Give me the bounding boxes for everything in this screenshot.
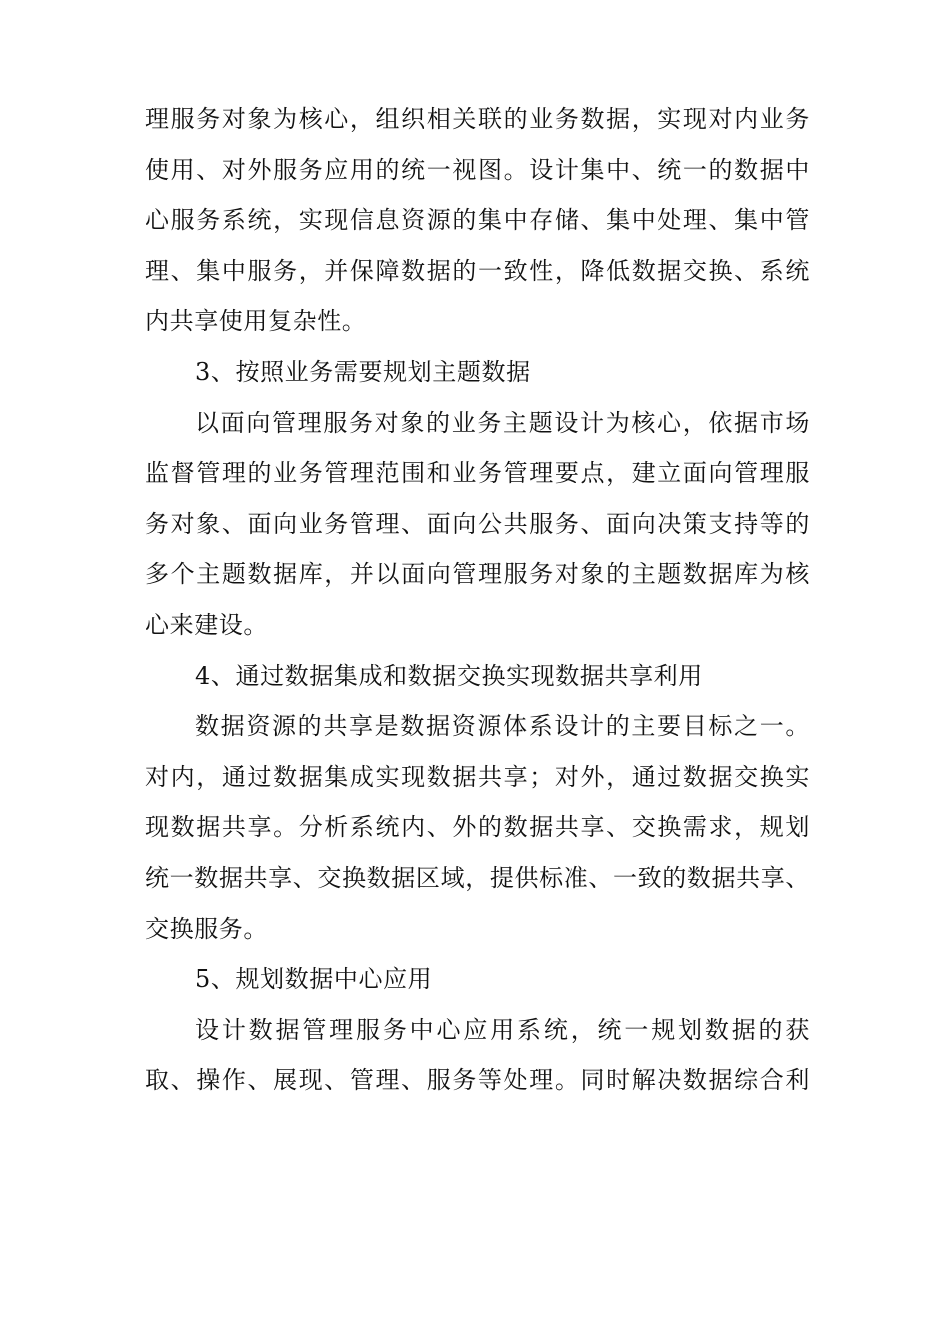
document-body <box>145 94 810 1106</box>
text-line: 心服务系统，实现信息资源的集中存储、集中处理、集中管 <box>145 206 810 235</box>
text-line: 数据资源的共享是数据资源体系设计的主要目标之一。 <box>195 712 810 741</box>
paragraph-data-sharing <box>145 701 810 954</box>
text-line: 监督管理的业务管理范围和业务管理要点，建立面向管理服 <box>145 459 810 488</box>
text-line: 理、集中服务，并保障数据的一致性，降低数据交换、系统 <box>145 256 810 285</box>
section-heading-3: 3、按照业务需要规划主题数据 <box>195 357 531 386</box>
text-line: 设计数据管理服务中心应用系统，统一规划数据的获 <box>195 1015 810 1044</box>
section-heading-5: 5、规划数据中心应用 <box>195 965 433 994</box>
text-line: 心来建设。 <box>145 610 268 639</box>
text-line: 使用、对外服务应用的统一视图。设计集中、统一的数据中 <box>145 155 810 184</box>
text-line: 统一数据共享、交换数据区域，提供标准、一致的数据共享、 <box>145 863 810 892</box>
paragraph-data-center <box>145 1005 810 1106</box>
paragraph-continuation <box>145 94 810 347</box>
text-line: 交换服务。 <box>145 914 268 943</box>
text-line: 内共享使用复杂性。 <box>145 307 367 336</box>
text-line: 多个主题数据库，并以面向管理服务对象的主题数据库为核 <box>145 560 810 589</box>
text-line: 务对象、面向业务管理、面向公共服务、面向决策支持等的 <box>145 509 810 538</box>
text-line: 以面向管理服务对象的业务主题设计为核心，依据市场 <box>195 408 810 437</box>
text-line: 取、操作、展现、管理、服务等处理。同时解决数据综合利 <box>145 1066 810 1095</box>
text-line: 现数据共享。分析系统内、外的数据共享、交换需求，规划 <box>145 813 810 842</box>
text-line: 对内，通过数据集成实现数据共享；对外，通过数据交换实 <box>145 762 810 791</box>
text-line: 理服务对象为核心，组织相关联的业务数据，实现对内业务 <box>145 105 810 133</box>
paragraph-theme-data <box>145 398 810 651</box>
section-heading-4: 4、通过数据集成和数据交换实现数据共享利用 <box>195 661 703 690</box>
